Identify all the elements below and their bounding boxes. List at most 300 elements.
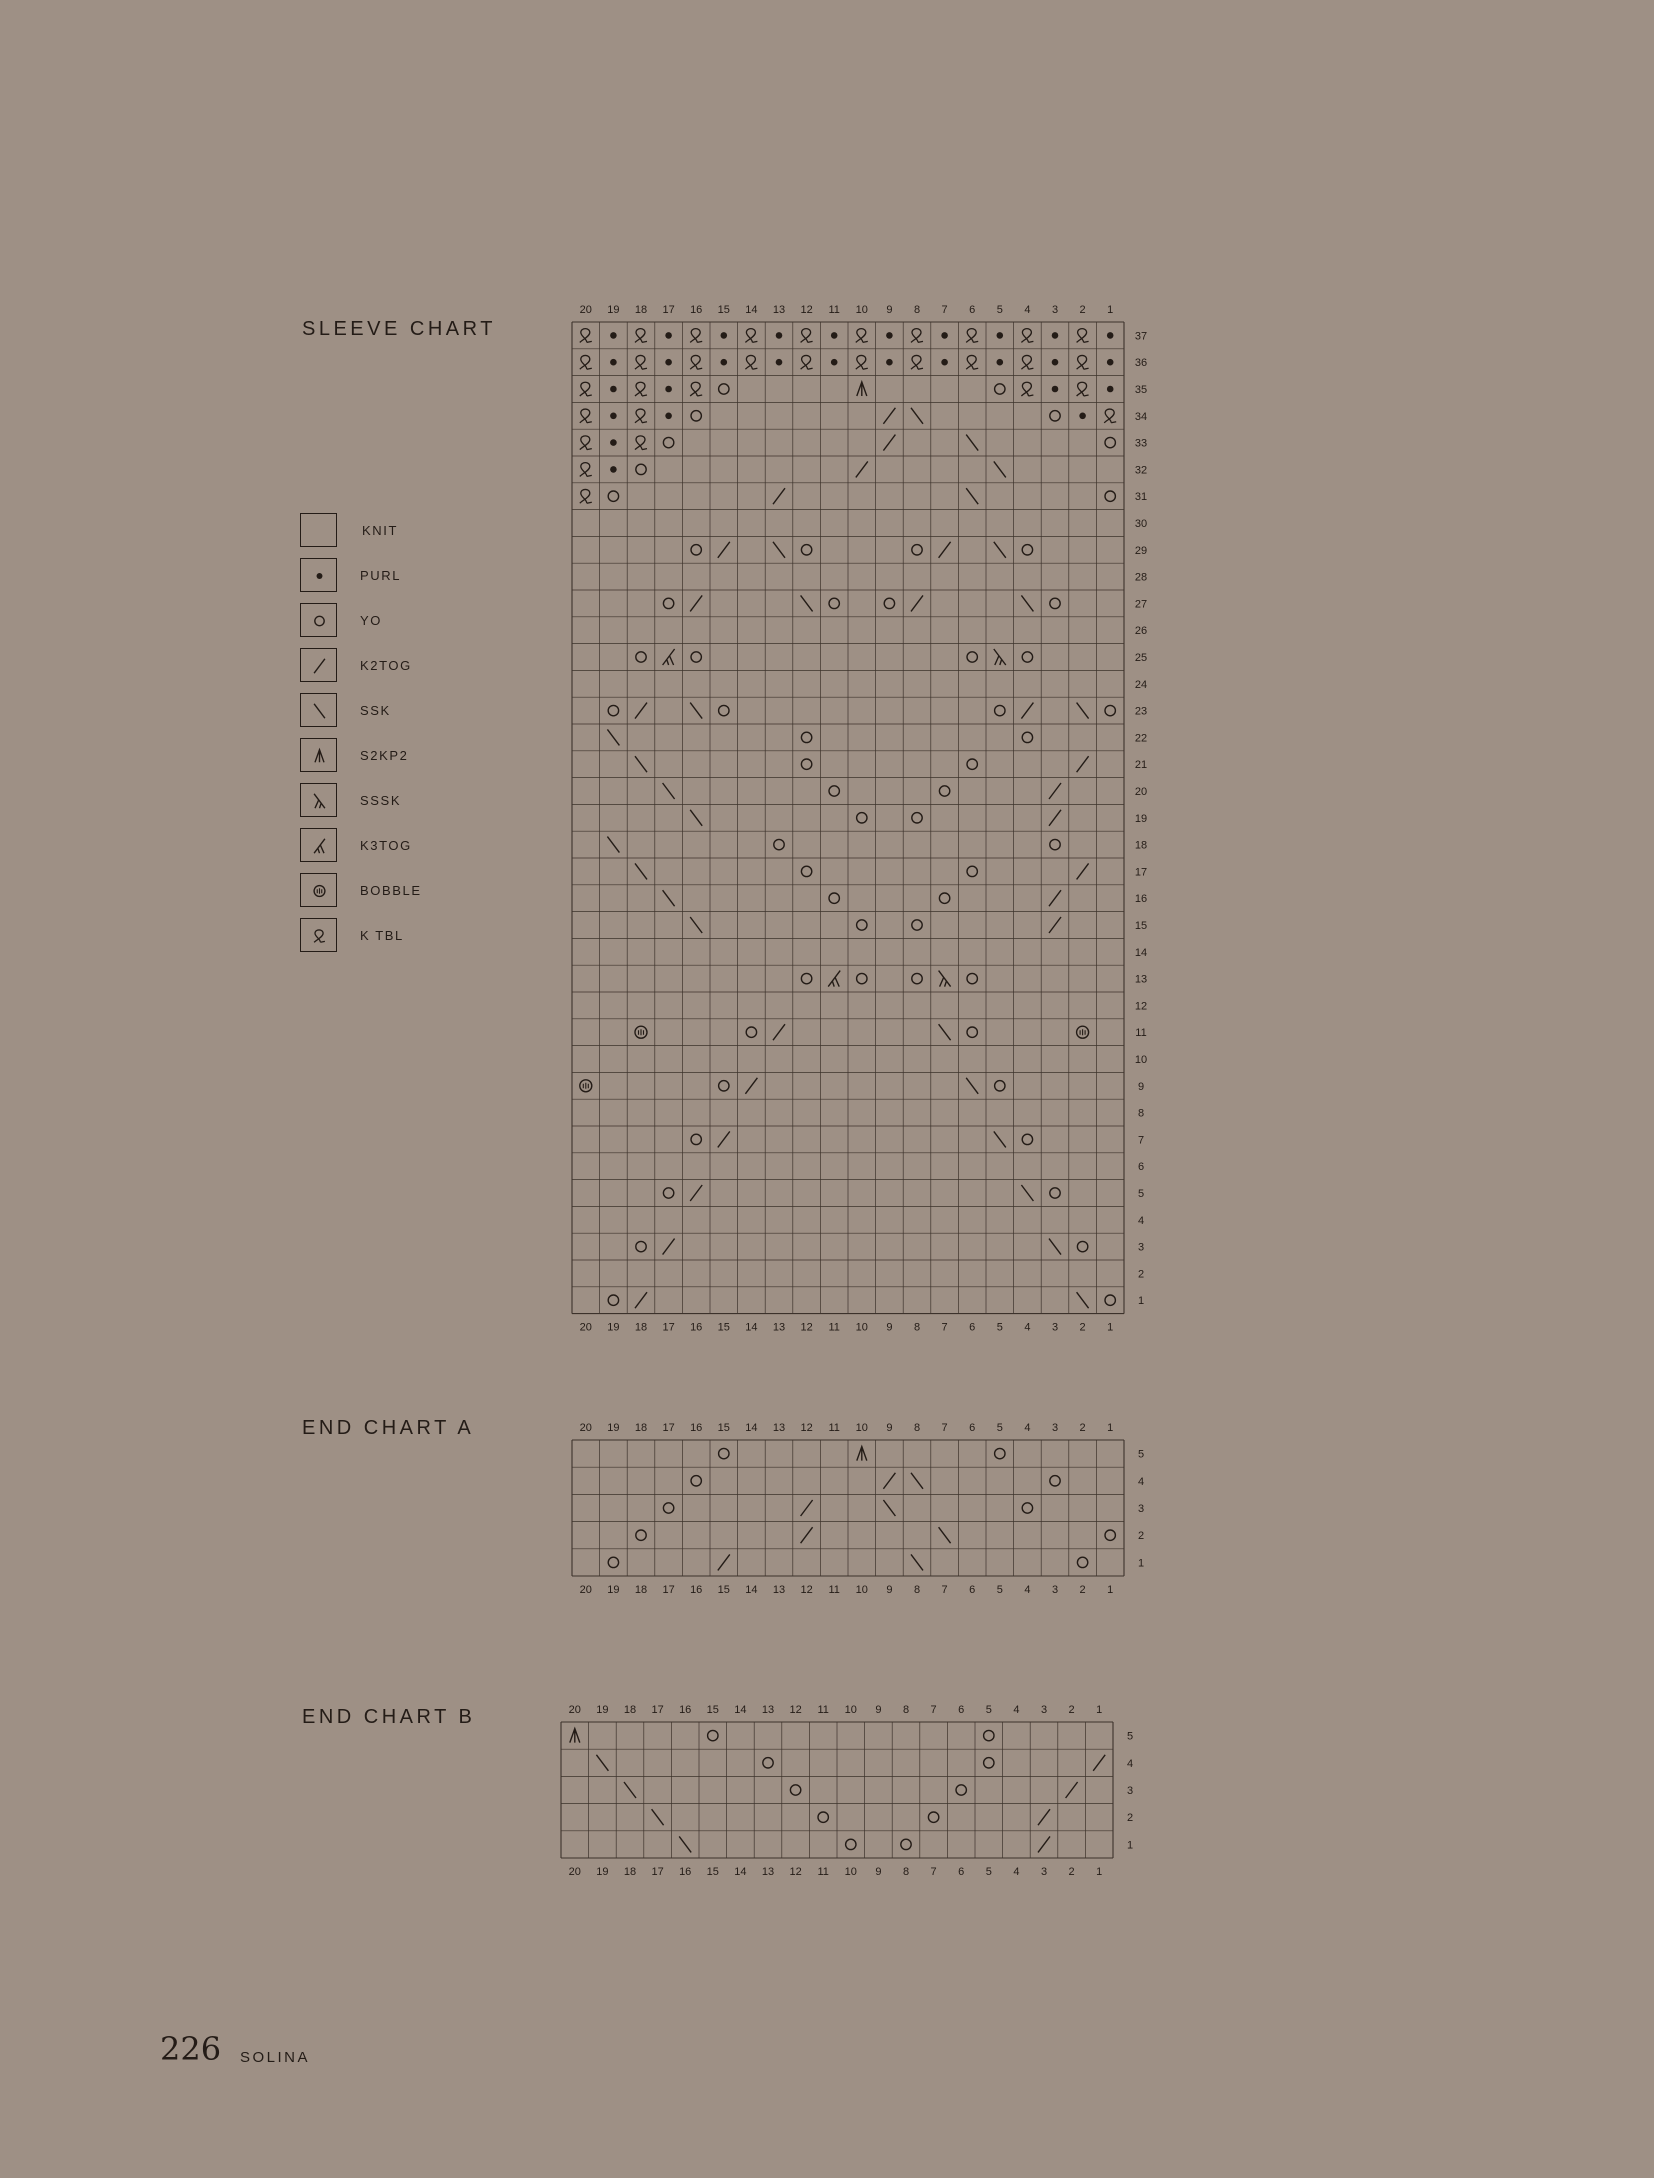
- yo-stitch: [1105, 1530, 1115, 1540]
- yo-stitch: [984, 1758, 994, 1768]
- ssk-stitch: [690, 810, 702, 826]
- row-number: 4: [1137, 1214, 1145, 1227]
- k2tog-stitch: [801, 1527, 813, 1543]
- column-number-bottom: 6: [958, 1866, 965, 1878]
- column-number-bottom: 6: [969, 1584, 976, 1596]
- row-number: 33: [1134, 437, 1148, 450]
- column-number-bottom: 17: [662, 1584, 675, 1596]
- column-number-top: 1: [1107, 304, 1114, 316]
- k2tog-stitch: [718, 542, 730, 558]
- yo-stitch: [719, 384, 729, 394]
- purl-stitch: [1052, 359, 1059, 366]
- ktbl-stitch: [966, 355, 978, 369]
- column-number-top: 8: [913, 304, 921, 316]
- yo-stitch: [801, 545, 811, 555]
- k2tog-stitch: [663, 1239, 675, 1255]
- column-number-top: 17: [651, 1704, 664, 1716]
- column-number-top: 2: [1079, 304, 1086, 316]
- yo-stitch: [1105, 705, 1115, 715]
- legend-label: KNIT: [362, 523, 399, 538]
- yo-stitch: [608, 491, 618, 501]
- ssk-stitch: [1021, 1185, 1033, 1201]
- k2tog-stitch: [1066, 1782, 1078, 1798]
- ssk-stitch: [966, 435, 978, 451]
- purl-stitch: [1107, 386, 1114, 393]
- ssk-stitch: [596, 1755, 608, 1771]
- yo-stitch: [1105, 1295, 1115, 1305]
- row-number: 12: [1134, 1000, 1148, 1013]
- row-number: 5: [1137, 1448, 1145, 1461]
- column-number-top: 4: [1013, 1704, 1020, 1716]
- ktbl-stitch: [745, 329, 757, 343]
- yo-stitch: [967, 1027, 977, 1037]
- k2tog-stitch: [773, 488, 785, 504]
- ssk-stitch: [911, 1554, 923, 1570]
- column-number-top: 8: [902, 1704, 910, 1716]
- row-number: 22: [1134, 732, 1148, 745]
- yo-stitch: [691, 411, 701, 421]
- ktbl-stitch: [580, 329, 592, 343]
- yo-stitch: [995, 384, 1005, 394]
- k2tog-stitch: [1021, 703, 1033, 719]
- column-number-top: 20: [579, 1422, 592, 1434]
- row-number: 28: [1134, 571, 1148, 584]
- yo-stitch: [1022, 1503, 1032, 1513]
- yo-stitch: [939, 786, 949, 796]
- ssk-stitch: [690, 703, 702, 719]
- ktbl-stitch: [580, 436, 592, 450]
- column-number-top: 8: [913, 1422, 921, 1434]
- column-number-bottom: 15: [717, 1584, 730, 1596]
- column-number-bottom: 17: [662, 1321, 675, 1334]
- chart-grid-2: [561, 1704, 1133, 1878]
- k2tog-stitch: [690, 595, 702, 611]
- yo-stitch: [857, 973, 867, 983]
- bobble-stitch: [580, 1080, 592, 1092]
- k2tog-stitch: [939, 542, 951, 558]
- s2kp2-stitch: [857, 382, 867, 396]
- ktbl-stitch: [635, 436, 647, 450]
- row-number: 15: [1134, 920, 1148, 932]
- column-number-top: 12: [800, 304, 813, 316]
- row-number: 13: [1134, 973, 1148, 986]
- chart-grid-1: [572, 1422, 1144, 1596]
- row-number: 1: [1137, 1557, 1145, 1570]
- yo-stitch: [691, 1134, 701, 1144]
- ssk-stitch: [690, 917, 702, 933]
- column-number-bottom: 20: [579, 1321, 592, 1334]
- ssk-stitch: [1049, 1239, 1061, 1255]
- row-number: 16: [1134, 893, 1148, 906]
- column-number-bottom: 12: [789, 1866, 802, 1878]
- k2tog-stitch: [1049, 810, 1061, 826]
- column-number-top: 15: [717, 1422, 730, 1434]
- row-number: 2: [1137, 1530, 1145, 1543]
- row-number: 25: [1134, 652, 1148, 664]
- yo-stitch: [719, 705, 729, 715]
- column-number-bottom: 18: [634, 1321, 648, 1334]
- column-number-top: 11: [828, 304, 840, 316]
- ssk-stitch: [911, 408, 923, 424]
- column-number-bottom: 10: [855, 1584, 868, 1596]
- purl-stitch: [610, 386, 617, 393]
- column-number-bottom: 11: [817, 1866, 829, 1878]
- ktbl-stitch: [966, 329, 978, 343]
- row-number: 5: [1137, 1188, 1145, 1200]
- row-number: 36: [1134, 357, 1148, 370]
- k2tog-stitch: [801, 1500, 813, 1516]
- column-number-bottom: 15: [706, 1866, 719, 1878]
- ssk-stitch: [994, 542, 1006, 558]
- k2tog-stitch: [1093, 1755, 1105, 1771]
- yo-stitch: [884, 598, 894, 608]
- k2tog-stitch: [635, 703, 647, 719]
- column-number-bottom: 10: [855, 1321, 868, 1334]
- column-number-top: 2: [1068, 1704, 1075, 1716]
- column-number-top: 17: [662, 1422, 675, 1434]
- column-number-top: 3: [1051, 1422, 1059, 1434]
- column-number-top: 17: [662, 304, 675, 316]
- k2tog-stitch: [1049, 783, 1061, 799]
- ktbl-stitch: [1077, 382, 1089, 396]
- column-number-top: 14: [734, 1704, 747, 1716]
- purl-stitch: [831, 332, 838, 339]
- column-number-top: 7: [930, 1704, 937, 1716]
- column-number-bottom: 18: [623, 1866, 637, 1878]
- column-number-top: 19: [596, 1704, 609, 1716]
- ktbl-stitch: [1021, 355, 1033, 369]
- row-number: 6: [1137, 1161, 1145, 1174]
- row-number: 11: [1135, 1027, 1147, 1040]
- yo-stitch: [790, 1785, 800, 1795]
- column-number-bottom: 13: [772, 1584, 786, 1596]
- k2tog-stitch: [745, 1078, 757, 1094]
- column-number-bottom: 4: [1024, 1321, 1031, 1334]
- column-number-bottom: 9: [875, 1866, 882, 1878]
- row-number: 32: [1134, 464, 1148, 477]
- yo-stitch: [967, 652, 977, 662]
- column-number-bottom: 3: [1040, 1866, 1048, 1878]
- yo-stitch: [901, 1839, 911, 1849]
- yo-stitch: [636, 464, 646, 474]
- ssk-stitch: [1021, 595, 1033, 611]
- s2kp2-stitch: [857, 1447, 867, 1461]
- ssk-stitch: [883, 1500, 895, 1516]
- row-number: 23: [1134, 705, 1148, 718]
- column-number-bottom: 12: [800, 1321, 813, 1334]
- column-number-top: 18: [634, 1422, 648, 1434]
- purl-stitch: [1079, 413, 1086, 420]
- row-number: 21: [1134, 759, 1148, 772]
- column-number-top: 6: [969, 1422, 976, 1434]
- ssk-stitch: [663, 890, 675, 906]
- ssk-stitch: [635, 756, 647, 772]
- yo-stitch: [708, 1730, 718, 1740]
- sleeve-chart-title: SLEEVE CHART: [302, 318, 496, 340]
- column-number-top: 11: [817, 1704, 829, 1716]
- sssk-stitch: [994, 649, 1006, 665]
- yo-stitch: [995, 705, 1005, 715]
- ktbl-stitch: [1104, 409, 1116, 423]
- yo-stitch: [1105, 437, 1115, 447]
- end-chart-b-title: END CHART B: [302, 1706, 476, 1728]
- k2tog-stitch: [1077, 756, 1089, 772]
- row-number: 4: [1126, 1757, 1134, 1770]
- yo-stitch: [801, 732, 811, 742]
- column-number-bottom: 2: [1079, 1321, 1086, 1334]
- purl-stitch: [941, 359, 948, 366]
- yo-stitch: [608, 1295, 618, 1305]
- column-number-bottom: 1: [1107, 1584, 1114, 1596]
- row-number: 19: [1134, 812, 1148, 825]
- ssk-stitch: [607, 729, 619, 745]
- column-number-bottom: 16: [690, 1584, 703, 1596]
- row-number: 2: [1126, 1812, 1134, 1825]
- column-number-top: 2: [1079, 1422, 1086, 1434]
- ktbl-stitch: [690, 329, 702, 343]
- yo-stitch: [1022, 732, 1032, 742]
- column-number-top: 16: [690, 304, 703, 316]
- k2tog-stitch: [718, 1131, 730, 1147]
- purl-stitch: [665, 359, 672, 366]
- column-number-top: 9: [875, 1704, 882, 1716]
- purl-stitch: [997, 359, 1004, 366]
- purl-stitch: [610, 466, 617, 473]
- column-number-top: 7: [941, 304, 948, 316]
- column-number-bottom: 5: [996, 1321, 1003, 1334]
- column-number-bottom: 17: [651, 1866, 664, 1878]
- purl-stitch: [1052, 386, 1059, 393]
- legend-label: K2TOG: [360, 658, 412, 673]
- column-number-bottom: 16: [679, 1866, 692, 1878]
- ssk-stitch: [607, 837, 619, 853]
- yo-stitch: [801, 759, 811, 769]
- book-title: SOLINA: [240, 2049, 311, 2066]
- column-number-top: 15: [706, 1704, 719, 1716]
- column-number-top: 16: [690, 1422, 703, 1434]
- yo-stitch: [857, 920, 867, 930]
- column-number-bottom: 19: [596, 1866, 609, 1878]
- yo-stitch: [719, 1448, 729, 1458]
- yo-stitch: [829, 786, 839, 796]
- column-number-bottom: 19: [607, 1584, 620, 1596]
- row-number: 24: [1134, 678, 1148, 691]
- column-number-top: 5: [996, 1422, 1003, 1434]
- column-number-bottom: 5: [996, 1584, 1003, 1596]
- column-number-bottom: 19: [607, 1321, 620, 1334]
- ktbl-stitch: [856, 329, 868, 343]
- yo-stitch: [663, 1188, 673, 1198]
- column-number-bottom: 8: [913, 1321, 921, 1334]
- yo-stitch: [846, 1839, 856, 1849]
- ssk-stitch: [635, 863, 647, 879]
- bobble-stitch: [1077, 1026, 1089, 1038]
- column-number-bottom: 8: [902, 1866, 910, 1878]
- ktbl-stitch: [801, 329, 813, 343]
- yo-stitch: [967, 973, 977, 983]
- k2tog-stitch: [1038, 1836, 1050, 1852]
- bobble-stitch: [635, 1026, 647, 1038]
- column-number-bottom: 13: [772, 1321, 786, 1334]
- sssk-stitch: [939, 971, 951, 987]
- column-number-top: 16: [679, 1704, 692, 1716]
- ssk-stitch: [911, 1473, 923, 1489]
- ktbl-stitch: [801, 355, 813, 369]
- row-number: 5: [1126, 1730, 1134, 1743]
- yo-stitch: [636, 1530, 646, 1540]
- ssk-stitch: [652, 1809, 664, 1825]
- yo-stitch: [984, 1730, 994, 1740]
- column-number-top: 12: [800, 1422, 813, 1434]
- row-number: 26: [1134, 625, 1148, 638]
- column-number-bottom: 12: [800, 1584, 813, 1596]
- legend-label: YO: [360, 613, 382, 628]
- ktbl-stitch: [911, 329, 923, 343]
- column-number-top: 6: [958, 1704, 965, 1716]
- row-number: 2: [1137, 1268, 1145, 1281]
- purl-stitch: [1107, 359, 1114, 366]
- ssk-stitch: [994, 461, 1006, 477]
- row-number: 3: [1137, 1241, 1145, 1254]
- column-number-bottom: 1: [1107, 1321, 1114, 1334]
- legend-label: S2KP2: [360, 748, 409, 763]
- column-number-bottom: 4: [1024, 1584, 1031, 1596]
- column-number-bottom: 8: [913, 1584, 921, 1596]
- row-number: 31: [1134, 491, 1148, 504]
- column-number-top: 13: [761, 1704, 775, 1716]
- column-number-top: 4: [1024, 304, 1031, 316]
- yo-stitch: [801, 866, 811, 876]
- k2tog-stitch: [718, 1554, 730, 1570]
- column-number-bottom: 5: [985, 1866, 992, 1878]
- yo-stitch: [956, 1785, 966, 1795]
- column-number-top: 4: [1024, 1422, 1031, 1434]
- yo-stitch: [1050, 1476, 1060, 1486]
- k2tog-stitch: [883, 435, 895, 451]
- column-number-top: 20: [568, 1704, 581, 1716]
- yo-stitch: [967, 759, 977, 769]
- yo-stitch: [801, 973, 811, 983]
- row-number: 20: [1134, 786, 1148, 798]
- column-number-bottom: 7: [941, 1584, 948, 1596]
- row-number: 10: [1134, 1054, 1148, 1066]
- column-number-bottom: 14: [745, 1584, 758, 1596]
- legend-label: BOBBLE: [360, 883, 422, 898]
- column-number-bottom: 9: [886, 1321, 893, 1334]
- column-number-top: 10: [855, 304, 868, 316]
- legend-label: K3TOG: [360, 838, 412, 853]
- ktbl-stitch: [580, 489, 592, 503]
- column-number-bottom: 3: [1051, 1321, 1059, 1334]
- yo-stitch: [1105, 491, 1115, 501]
- column-number-bottom: 20: [579, 1584, 592, 1596]
- k2tog-stitch: [635, 1292, 647, 1308]
- column-number-bottom: 2: [1068, 1866, 1075, 1878]
- yo-stitch: [928, 1812, 938, 1822]
- ktbl-stitch: [1021, 382, 1033, 396]
- ktbl-stitch: [580, 382, 592, 396]
- purl-stitch: [1107, 332, 1114, 339]
- column-number-bottom: 6: [969, 1321, 976, 1334]
- yo-stitch: [719, 1081, 729, 1091]
- k3tog-stitch: [828, 971, 840, 987]
- column-number-top: 10: [844, 1704, 857, 1716]
- column-number-top: 3: [1051, 304, 1059, 316]
- column-number-bottom: 3: [1051, 1584, 1059, 1596]
- column-number-top: 5: [996, 304, 1003, 316]
- ktbl-stitch: [580, 463, 592, 477]
- column-number-top: 9: [886, 304, 893, 316]
- column-number-top: 5: [985, 1704, 992, 1716]
- ktbl-stitch: [1021, 329, 1033, 343]
- ssk-stitch: [801, 595, 813, 611]
- purl-stitch: [721, 359, 728, 366]
- ssk-stitch: [1077, 1292, 1089, 1308]
- yo-stitch: [691, 545, 701, 555]
- column-number-top: 11: [828, 1422, 840, 1434]
- ktbl-stitch: [580, 409, 592, 423]
- row-number: 35: [1134, 384, 1148, 396]
- column-number-bottom: 14: [734, 1866, 747, 1878]
- row-number: 9: [1137, 1080, 1145, 1093]
- k2tog-stitch: [773, 1024, 785, 1040]
- purl-stitch: [610, 332, 617, 339]
- yo-stitch: [763, 1758, 773, 1768]
- row-number: 34: [1134, 410, 1148, 423]
- column-number-top: 20: [579, 304, 592, 316]
- k2tog-stitch: [690, 1185, 702, 1201]
- purl-stitch: [665, 386, 672, 393]
- yo-stitch: [939, 893, 949, 903]
- column-number-top: 18: [634, 304, 648, 316]
- ktbl-stitch: [911, 355, 923, 369]
- yo-stitch: [1050, 1188, 1060, 1198]
- column-number-top: 1: [1096, 1704, 1103, 1716]
- column-number-top: 13: [772, 1422, 786, 1434]
- row-number: 14: [1134, 946, 1148, 959]
- yo-stitch: [857, 813, 867, 823]
- column-number-top: 13: [772, 304, 786, 316]
- ktbl-stitch: [635, 329, 647, 343]
- row-number: 7: [1137, 1134, 1145, 1147]
- ssk-stitch: [966, 488, 978, 504]
- column-number-top: 14: [745, 304, 758, 316]
- ssk-stitch: [994, 1131, 1006, 1147]
- yo-stitch: [691, 652, 701, 662]
- ssk-stitch: [939, 1024, 951, 1040]
- chart-grid-0: [572, 304, 1147, 1334]
- ktbl-stitch: [580, 355, 592, 369]
- row-number: 8: [1137, 1107, 1145, 1120]
- yo-stitch: [1077, 1241, 1087, 1251]
- yo-stitch: [995, 1448, 1005, 1458]
- yo-stitch: [995, 1081, 1005, 1091]
- column-number-top: 18: [623, 1704, 637, 1716]
- row-number: 1: [1126, 1839, 1134, 1852]
- end-chart-a-title: END CHART A: [302, 1417, 475, 1439]
- purl-stitch: [886, 332, 893, 339]
- yo-stitch: [1050, 839, 1060, 849]
- ssk-stitch: [773, 542, 785, 558]
- ktbl-stitch: [635, 382, 647, 396]
- column-number-top: 6: [969, 304, 976, 316]
- page-number: 226: [160, 2030, 222, 2068]
- yo-stitch: [1022, 545, 1032, 555]
- yo-stitch: [818, 1812, 828, 1822]
- yo-stitch: [1022, 652, 1032, 662]
- row-number: 17: [1134, 866, 1148, 879]
- column-number-bottom: 13: [761, 1866, 775, 1878]
